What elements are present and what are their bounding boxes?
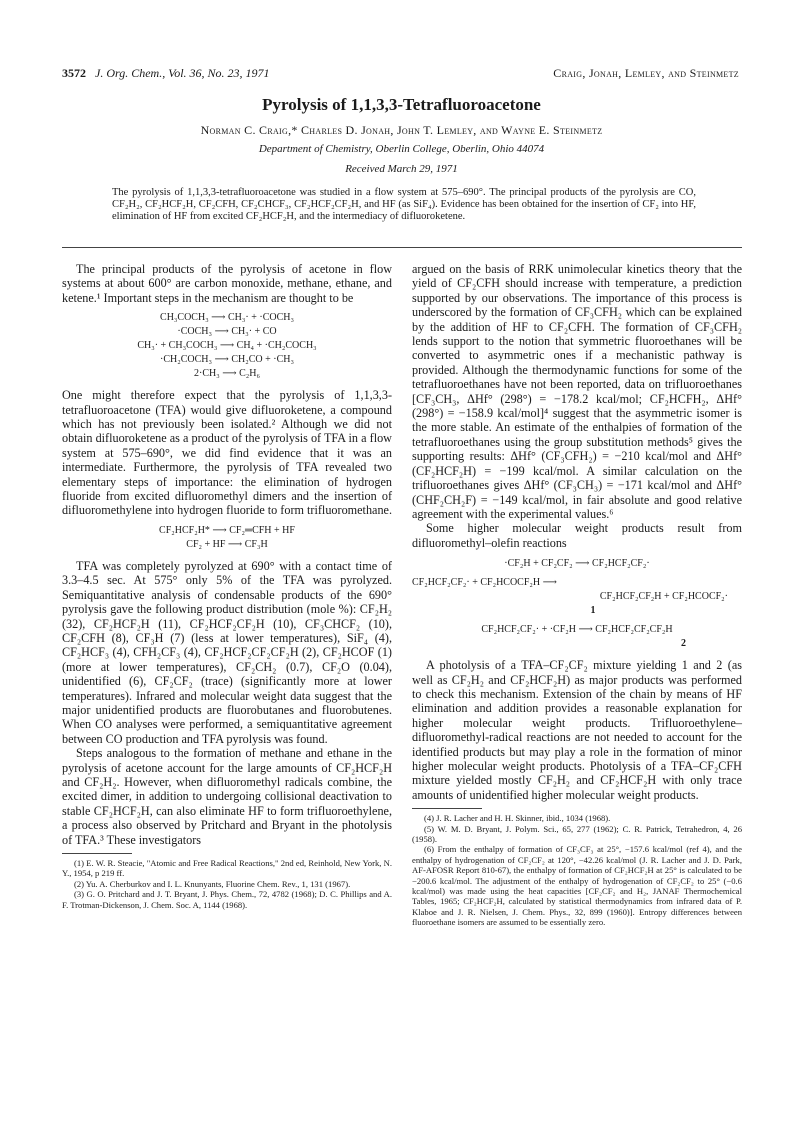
- equation: ·CH₂COCH₃ ⟶ CH₂CO + ·CH₃: [160, 354, 294, 366]
- left-column: [62, 262, 392, 910]
- page-number: 3572: [62, 66, 86, 80]
- abstract-divider: [62, 247, 742, 248]
- footnote: (1) E. W. R. Steacie, "Atomic and Free Radical Reactions," 2nd ed, Reinhold, New York, N. Y., 1954, p 219 ff.: [62, 858, 392, 879]
- equation: CH₃COCH₃ ⟶ CH₃· + ·COCH₃: [160, 312, 294, 324]
- footnote-divider: [62, 853, 132, 854]
- paragraph: argued on the basis of RRK unimolecular kinetics theory that the yield of CF₂CFH should increase with temperature, a prediction supported by our observations. The importance of this process is underscored by the formation of CF₃CFH₂ which can be explained by the addition of HF to CF₂CFH. The formation of CF₃CFH₂ lends support to the notion that symmetric fluoroethanes will be converted to asymmetric ones if a mechanistic pathway is provided. Although the thermodynamic functions for some of the tetrafluoroethanes have not been reported, data on trifluoroethanes [CF₃CH₃, ΔHf° (298°) = −178.2 kcal/mol; CF₂HCFH₂, ΔHf° (298°) = −158.9 kcal/mol]⁴ suggest that the asymmetric isomer is the more stable. An estimate of the enthalpies of formation of the tetrafluoroethanes using the group substitution methods⁵ gives the supporting results: ΔHf° (CF₃CFH₂) = −210 kcal/mol and ΔHf° (CF₂HCF₂H) = −199 kcal/mol. A similar calculation on the trifluoroethanes gives ΔHf° (CF₃CH₃) = −171 kcal/mol and ΔHf° (CHF₂CH₂F) = −149 kcal/mol, in fair absolute and good relative agreement with the experimental values.⁶: [412, 262, 742, 521]
- received-date: Received March 29, 1971: [345, 163, 458, 175]
- right-column: [412, 262, 742, 928]
- equation-block: [412, 557, 742, 651]
- equation-block: [62, 311, 392, 381]
- equation: CF₂HCF₂CF₂· + CF₂HCOCF₂H ⟶: [412, 577, 557, 589]
- equation: ·COCH₃ ⟶ CH₃· + CO: [177, 326, 277, 338]
- footnote-divider: [412, 808, 482, 809]
- paragraph: TFA was completely pyrolyzed at 690° with a contact time of 3.3–4.5 sec. At 575° only 5% of the TFA was pyrolyzed. Semiquantitative analysis of condensable products of the 690° pyrolysis gave the following product distribution (mole %): CF₂H₂ (32), CF₂HCF₂H (11), CF₂HCF₂CF₂H (10), CF₃CHCF₂ (10), CF₂CFH (8), CF₃H (7) (less at lower temperatures), SiF₄ (4), CF₂HCF₃ (4), CFH₂CF₃ (4), CF₂HCF₂CF₂CF₂H (2), CF₂HCOF (1) (more at lower temperatures), CF₂CH₂ (0.7), CF₂O (0.04), unidentified (6), CF₂CF₂ (trace) (significantly more at lower temperatures). Infrared and molecular weight data suggest that the major unidentified products are fluorobutanes and fluorobutenes. When CO analyses were performed, a semiquantitative agreement between CO production and TFA pyrolysis was found.: [62, 558, 392, 746]
- equation-block: [62, 524, 392, 552]
- paragraph: A photolysis of a TFA–CF₂CF₂ mixture yielding 1 and 2 (as well as CF₂H₂ and CF₂HCF₂H) as major products was performed to check this mechanism. Extension of the chain by means of HF elimination and addition provides a reasonable explanation for higher molecular weight products. Trifluoroethylene–difluoromethyl-radical reactions are not needed to account for the identified products but may play a role in the formation of minor higher molecular weight products. Photolysis of a TFA–CF₂CFH mixture yielded mostly CF₂H₂ and CF₂HCF₂H with only trace amounts of unidentified higher molecular weight products.: [412, 658, 742, 802]
- article-title: Pyrolysis of 1,1,3,3-Tetrafluoroacetone: [262, 95, 541, 114]
- author-list: Norman C. Craig,* Charles D. Jonah, John T. Lemley, and Wayne E. Steinmetz: [200, 123, 603, 137]
- equation: 2·CH₃ ⟶ C₂H₆: [194, 368, 260, 380]
- journal-citation: J. Org. Chem., Vol. 36, No. 23, 1971: [95, 66, 270, 80]
- abstract: The pyrolysis of 1,1,3,3-tetrafluoroacetone was studied in a flow system at 575–690°. The principal products of the pyrolysis are CO, CF₂H₂, CF₂HCF₂H, CF₂CFH, CF₂CHCF₃, CF₂HCF₂CF₂H, and HF (as SiF₄). Evidence has been obtained for the insertion of CF₂ into HF, elimination of HF from excited CF₂HCF₂H, and the intermediacy of difluoroketene.: [112, 187, 696, 222]
- equation: CF₂ + HF ⟶ CF₃H: [186, 538, 268, 550]
- paragraph: One might therefore expect that the pyrolysis of 1,1,3,3-tetrafluoroacetone (TFA) would give difluoroketene, a compound which has not previously been isolated.² Although we did not obtain difluoroketene as a product of the pyrolysis of TFA in a flow system at 575–690°, we did find evidence that it was an intermediate. Furthermore, the pyrolysis of TFA revealed two elementary steps of importance: the elimination of hydrogen fluoride from excited difluoromethyl dimers and the insertion of difluoromethylene into hydrogen fluoride to form trifluoromethane.: [62, 388, 392, 518]
- page-header-left: [62, 66, 270, 81]
- paragraph: The principal products of the pyrolysis of acetone in flow systems at about 600° are carbon monoxide, methane, ethane, and ketene.¹ Important steps in the mechanism are thought to be: [62, 262, 392, 305]
- equation: CH₃· + CH₃COCH₃ ⟶ CH₄ + ·CH₂COCH₃: [137, 340, 317, 352]
- paragraph: Some higher molecular weight products result from difluoromethyl–olefin reactions: [412, 521, 742, 550]
- equation: CF₂HCF₂CF₂H + CF₂HCOCF₂·: [599, 591, 728, 603]
- footnote: (3) G. O. Pritchard and J. T. Bryant, J. Phys. Chem., 72, 4782 (1968); D. C. Phillips and A. F. Trotman-Dickenson, J. Chem. Soc. A, 1144 (1968).: [62, 889, 392, 910]
- footnote: (6) From the enthalpy of formation of CF₃CF₃ at 25°, −157.6 kcal/mol (ref 4), and the enthalpy of hydrogenation of CF₂CF₂ at 120°, −42.26 kcal/mol (J. R. Lacher and J. D. Park, AF-AFOSR Report 810-67), the enthalpy of formation of CF₂HCF₂H at 25° is calculated to be −200.6 kcal/mol. The adjustment of the enthalpy of hydrogenation of CF₂CF₂ to 25° (−0.6 kcal/mol) was made using the heat capacities [CF₂CF₂ and H₂, JANAF Thermochemical Tables, 1965; CF₂HCF₂H, calculated by statistical thermodynamics from infrared data of P. Klaboe and J. R. Nielsen, J. Chem. Phys., 32, 899 (1960)]. Entropy differences between fluoroethane isomers are assumed to be essentially zero.: [412, 844, 742, 928]
- equation: CF₂HCF₂H* ⟶ CF₂═CFH + HF: [159, 524, 295, 536]
- compound-label: 2: [681, 638, 686, 650]
- running-authors: Craig, Jonah, Lemley, and Steinmetz: [553, 66, 739, 80]
- compound-label: 1: [590, 605, 596, 617]
- paragraph: Steps analogous to the formation of methane and ethane in the pyrolysis of acetone account for the large amounts of CF₂HCF₂H and CF₂H₂. However, when difluoromethyl radicals combine, the excited dimer, in addition to undergoing collisional deactivation to stable CF₂HCF₂H, can also eliminate HF to form trifluoroethylene, a process also observed by Pritchard and Bryant in the photolysis of TFA.³ These investigators: [62, 746, 392, 847]
- footnote: (2) Yu. A. Cherburkov and I. L. Knunyants, Fluorine Chem. Rev., 1, 131 (1967).: [74, 878, 351, 889]
- affiliation: Department of Chemistry, Oberlin College, Oberlin, Ohio 44074: [258, 143, 545, 155]
- equation: ·CF₂H + CF₂CF₂ ⟶ CF₂HCF₂CF₂·: [504, 558, 650, 570]
- footnote: (5) W. M. D. Bryant, J. Polym. Sci., 65, 277 (1962); C. R. Patrick, Tetrahedron, 4, 26 (1958).: [412, 823, 742, 844]
- footnote: (4) J. R. Lacher and H. H. Skinner, ibid., 1034 (1968).: [424, 813, 611, 824]
- equation: CF₂HCF₂CF₂· + ·CF₂H ⟶ CF₂HCF₂CF₂CF₂H: [481, 624, 673, 636]
